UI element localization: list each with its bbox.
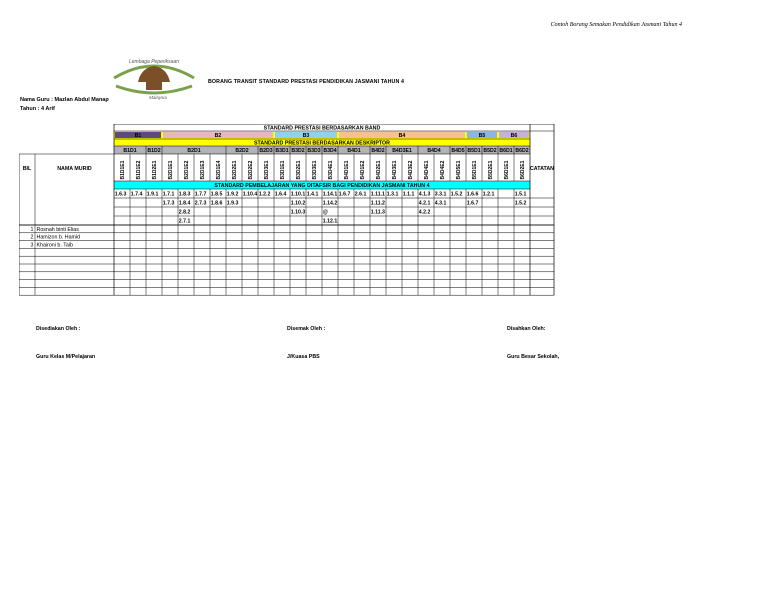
evidence-code: B5D1E1 [471,160,478,180]
teacher-name: Nama Guru : Mazlan Abdul Manap [20,97,109,103]
approved-by-role: Guru Besar Sekolah, [507,354,560,360]
header-note: Contoh Borang Semakan Pendidikan Jasmani Tahun 4 [550,22,682,28]
sp-cell: 1.9.1 [146,191,159,198]
prepared-by-role: Guru Kelas M/Pelajaran [36,354,96,360]
descriptor-code: B1D2 [147,148,161,154]
student-name: Khaironi b. Taib [36,242,73,249]
evidence-code: B4D3E1 [391,160,398,180]
sp-cell: 1.14.1 [322,191,338,198]
sp-cell: 1.5.2 [514,200,527,207]
svg-text:Lembaga Peperiksaan: Lembaga Peperiksaan [128,59,180,65]
sp-cell: 1.6.6 [466,191,479,198]
sp-cell: 1.7.1 [162,191,175,198]
band-label: B4 [398,133,406,139]
evidence-code: B2D3E1 [263,160,270,180]
descriptor-code: B5D1 [467,148,481,154]
sp-cell: 1.14.2 [322,200,338,207]
sp-cell: 1.6.7 [338,191,351,198]
bil-header: BIL [22,166,32,172]
band-label: B5 [478,133,486,139]
student-bil: 2 [30,234,34,241]
sp-cell: 2.7.1 [178,218,191,225]
descriptor-code: B2D2 [235,148,249,154]
svg-text:Malaysia: Malaysia [149,95,167,100]
evidence-code: B4D5E1 [455,160,462,180]
sp-cell: 4.2.2 [418,209,431,216]
sp-cell: 1.8.4 [178,200,191,207]
checked-by-label: Disemak Oleh : [287,326,326,332]
descriptor-header: STANDARD PRESTASI BERDASARKAN DESKRIPTOR [254,140,390,147]
evidence-code: B5D2E1 [487,160,494,180]
descriptor-code: B5D2 [483,148,497,154]
descriptor-code: B6D2 [515,148,529,154]
descriptor-code: B6D1 [499,148,513,154]
sp-cell: 1.8.3 [178,191,191,198]
sp-cell: 1.2.2 [258,191,271,198]
sp-cell: 1.12.1 [322,218,338,225]
evidence-code: B2D2E2 [247,160,254,180]
sp-cell: 1.5.1 [514,191,527,198]
sp-cell: 4.3.1 [434,200,447,207]
sp-cell: 1.11.3 [370,209,385,216]
descriptor-code: B2D3 [259,148,273,154]
band-label: B1 [134,133,142,139]
evidence-code: B3D4E1 [327,160,334,180]
student-name: Hamizon b. Hamid [36,234,81,241]
descriptor-code: B4D1 [347,148,361,154]
sp-cell: 1.1.1 [402,191,415,198]
student-bil: 3 [30,242,34,249]
evidence-code: B6D1E1 [503,160,510,180]
evidence-code: B3D1E1 [279,160,286,180]
sp-cell: 1.11.2 [370,200,385,207]
evidence-code: B2D2E1 [231,160,238,180]
evidence-code: B1D2E1 [151,160,158,180]
descriptor-code: B4D3E1 [392,148,412,154]
descriptor-code: B3D2 [291,148,305,154]
sp-cell: 1.8.5 [210,191,223,198]
sp-cell: 1.7.4 [130,191,143,198]
sp-cell: 1.2.1 [482,191,495,198]
sp-cell: 4.1.3 [418,191,431,198]
sp-cell: 3.3.1 [434,191,447,198]
evidence-code: B4D4E2 [439,160,446,180]
sp-cell: 2.8.2 [178,209,191,216]
descriptor-code: B3D4 [323,148,337,154]
sp-cell: 2.6.1 [354,191,367,198]
sp-cell: 1.9.3 [226,200,239,207]
evidence-code: B4D4E1 [423,160,430,180]
sp-cell: @ [322,209,328,216]
pembelajaran-header: STANDARD PEMBELAJARAN YANG DITAFSIR BAGI PENDIDIKAN JASMANI TAHUN 4 [214,183,430,189]
sp-cell: 1.7.7 [194,191,207,198]
evidence-code: B4D1E1 [343,160,350,180]
evidence-code: B4D3E2 [407,160,414,180]
sp-cell: 1.10.3 [290,209,306,216]
evidence-code: B6D2E1 [519,160,526,180]
descriptor-code: B4D4 [427,148,441,154]
logo [108,52,200,102]
descriptor-code: B4D5 [451,148,465,154]
evidence-code: B1D1E1 [119,160,126,180]
sp-cell: 4.2.1 [418,200,431,207]
evidence-code: B2D1E2 [183,160,190,180]
evidence-code: B2D1E3 [199,160,206,180]
descriptor-code: B3D1 [275,148,289,154]
sp-cell: 1.10.4 [242,191,258,198]
sp-cell: 1.7.3 [162,200,175,207]
class-name: Tahun : 4 Arif [20,106,55,112]
prepared-by-label: Disediakan Oleh : [36,326,81,332]
sp-cell: 1.5.2 [450,191,463,198]
checked-by-role: J/Kuasa PBS [287,354,320,360]
sp-cell: 1.3.1 [386,191,399,198]
band-label: B3 [302,133,310,139]
band-label: B6 [510,133,518,139]
evidence-code: B4D2E1 [375,160,382,180]
band-header: STANDARD PRESTASI BERDASARKAN BAND [263,125,381,132]
evidence-code: B2D1E4 [215,160,222,180]
assessment-table [19,124,578,308]
descriptor-code: B4D2 [371,148,385,154]
evidence-code: B3D2E1 [295,160,302,180]
sp-cell: 1.8.6 [210,200,223,207]
sp-cell: 1.11.1 [370,191,385,198]
sp-cell: 1.4.1 [306,191,319,198]
evidence-code: B4D1E2 [359,160,366,180]
sp-cell: 1.9.2 [226,191,239,198]
name-header: NAMA MURID [57,166,92,172]
sp-cell: 1.6.7 [466,200,479,207]
approved-by-label: Disahkan Oleh: [507,326,546,332]
sp-cell: 2.7.3 [194,200,207,207]
descriptor-code: B2D1 [187,148,201,154]
catatan-header: CATATAN [529,166,555,172]
sp-cell: 1.6.3 [114,191,127,198]
form-title: BORANG TRANSIT STANDARD PRESTASI PENDIDIKAN JASMANI TAHUN 4 [208,79,405,85]
sp-cell: 1.10.1 [290,191,306,198]
sp-cell: 1.6.4 [274,191,287,198]
student-bil: 1 [30,226,34,233]
evidence-code: B1D1E2 [135,160,142,180]
evidence-code: B3D3E1 [311,160,318,180]
sp-cell: 1.10.2 [290,200,306,207]
descriptor-code: B1D1 [123,148,137,154]
student-name: Rosnah binti Elias [36,226,79,233]
descriptor-code: B3D3 [307,148,321,154]
evidence-code: B2D1E1 [167,160,174,180]
band-label: B2 [214,133,222,139]
